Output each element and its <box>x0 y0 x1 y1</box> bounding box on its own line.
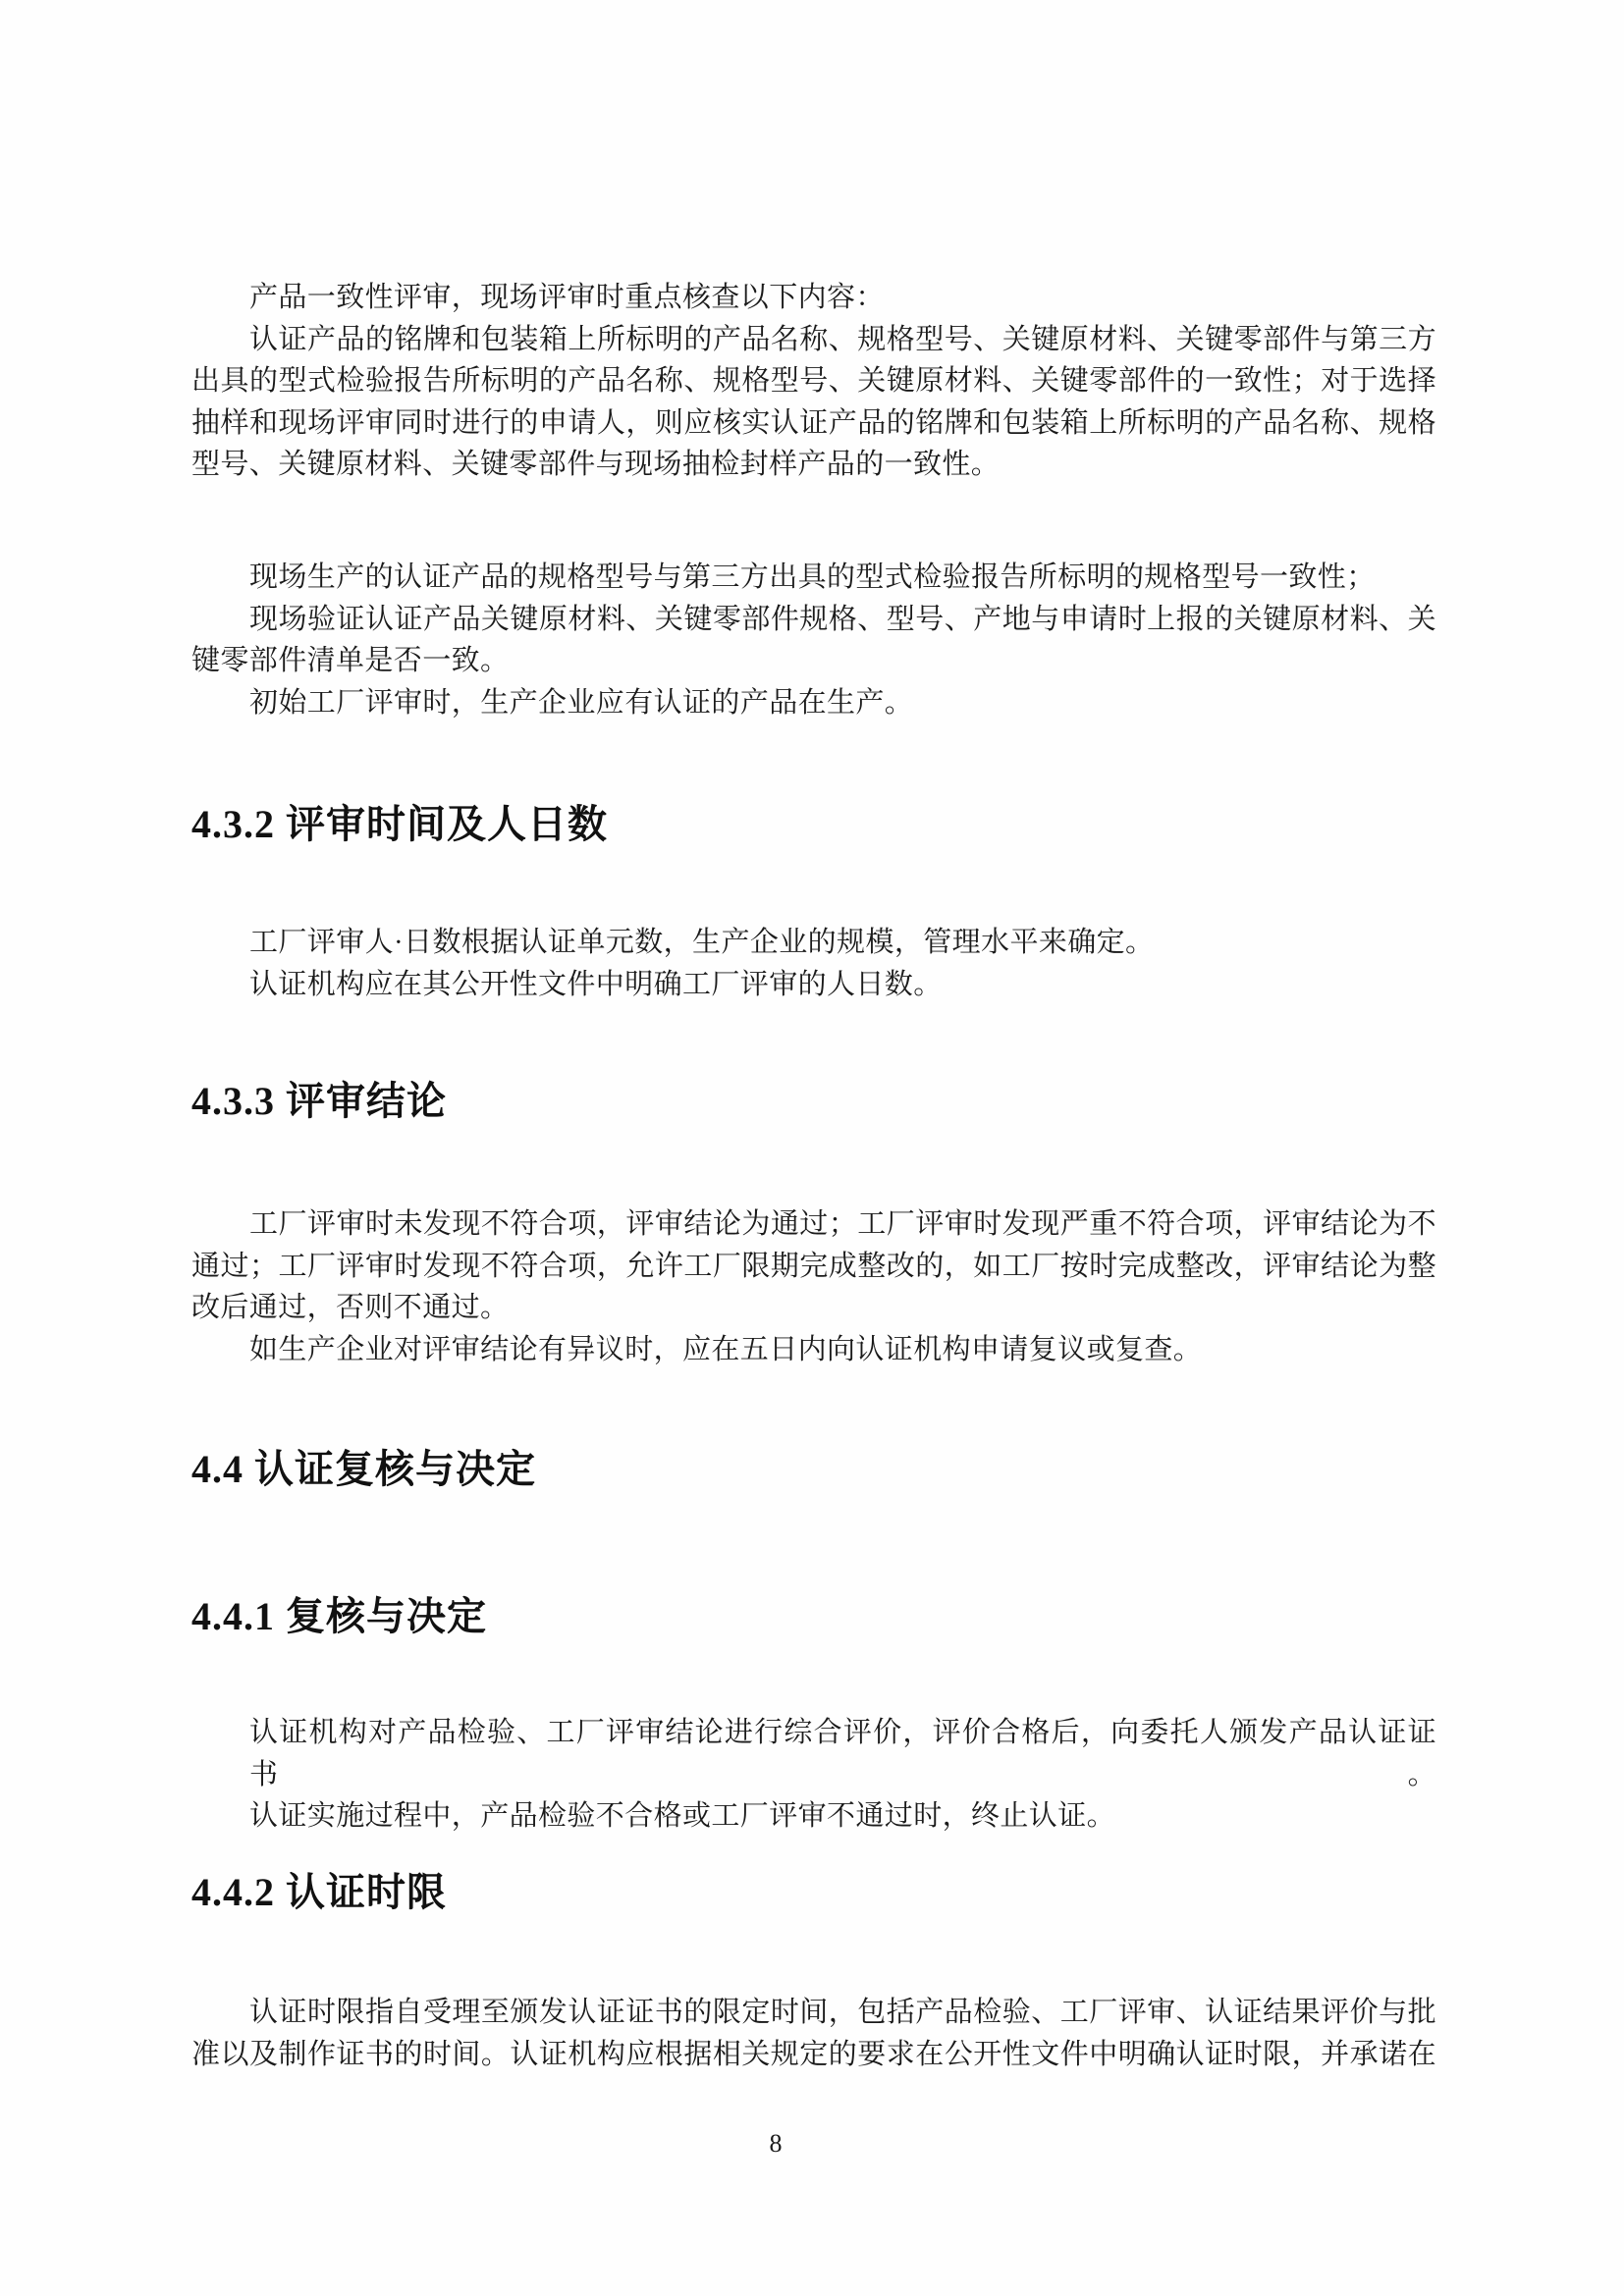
text-line: 工厂评审人·日数根据认证单元数，生产企业的规模，管理水平来确定。 <box>249 927 1155 958</box>
text-line: 认证产品的铭牌和包装箱上所标明的产品名称、规格型号、关键原材料、关键零部件与第三方 <box>249 323 1436 355</box>
text-line: 现场验证认证产品关键原材料、关键零部件规格、型号、产地与申请时上报的关键原材料、关 <box>249 603 1436 635</box>
text-line: 通过；工厂评审时发现不符合项，允许工厂限期完成整改的，如工厂按时完成整改，评审结论为整 <box>191 1250 1436 1282</box>
text-line: 改后通过，否则不通过。 <box>191 1292 510 1323</box>
paragraph-product-consistency <box>191 277 1436 486</box>
heading-4-4-review-decision: 4.4 认证复核与决定 <box>191 1447 536 1491</box>
text-line: 初始工厂评审时，生产企业应有认证的产品在生产。 <box>249 686 914 719</box>
paragraph-onsite-verification <box>191 557 1436 723</box>
text-line: 认证机构应在其公开性文件中明确工厂评审的人日数。 <box>249 968 943 1000</box>
paragraph-review-conclusion <box>191 1203 1436 1370</box>
text-line: 工厂评审时未发现不符合项，评审结论为通过；工厂评审时发现严重不符合项，评审结论为不 <box>249 1208 1436 1240</box>
paragraph-review-mandays <box>191 922 1436 1005</box>
text-line: 准以及制作证书的时间。认证机构应根据相关规定的要求在公开性文件中明确认证时限，并承诺在 <box>191 2038 1436 2070</box>
text-line: 产品一致性评审，现场评审时重点核查以下内容： <box>249 282 885 313</box>
text-line: 现场生产的认证产品的规格型号与第三方出具的型式检验报告所标明的规格型号一致性； <box>249 561 1376 593</box>
text-line: 认证时限指自受理至颁发认证证书的限定时间，包括产品检验、工厂评审、认证结果评价与批 <box>249 1997 1436 2028</box>
paragraph-certification-time-limit <box>191 1992 1436 2075</box>
text-line: 认证实施过程中，产品检验不合格或工厂评审不通过时，终止认证。 <box>249 1800 1116 1832</box>
text-line: 出具的型式检验报告所标明的产品名称、规格型号、关键原材料、关键零部件的一致性；对于选择 <box>191 365 1436 397</box>
page-number: 8 <box>769 2129 783 2158</box>
text-line: 如生产企业对评审结论有异议时，应在五日内向认证机构申请复议或复查。 <box>249 1333 1203 1365</box>
heading-4-4-2-certification-time-limit: 4.4.2 认证时限 <box>191 1870 447 1914</box>
heading-4-3-3-review-conclusion: 4.3.3 评审结论 <box>191 1079 447 1123</box>
heading-4-4-1-review-and-decision: 4.4.1 复核与决定 <box>191 1594 487 1638</box>
heading-4-3-2-review-time: 4.3.2 评审时间及人日数 <box>191 802 608 846</box>
text-line: 键零部件清单是否一致。 <box>191 645 510 676</box>
text-line: 认证机构对产品检验、工厂评审结论进行综合评价，评价合格后，向委托人颁发产品认证证书。 <box>249 1717 1436 1790</box>
text-line: 抽样和现场评审同时进行的申请人，则应核实认证产品的铭牌和包装箱上所标明的产品名称、规格 <box>191 406 1436 439</box>
paragraph-comprehensive-evaluation <box>191 1712 1436 1838</box>
text-line: 型号、关键原材料、关键零部件与现场抽检封样产品的一致性。 <box>191 449 1001 480</box>
